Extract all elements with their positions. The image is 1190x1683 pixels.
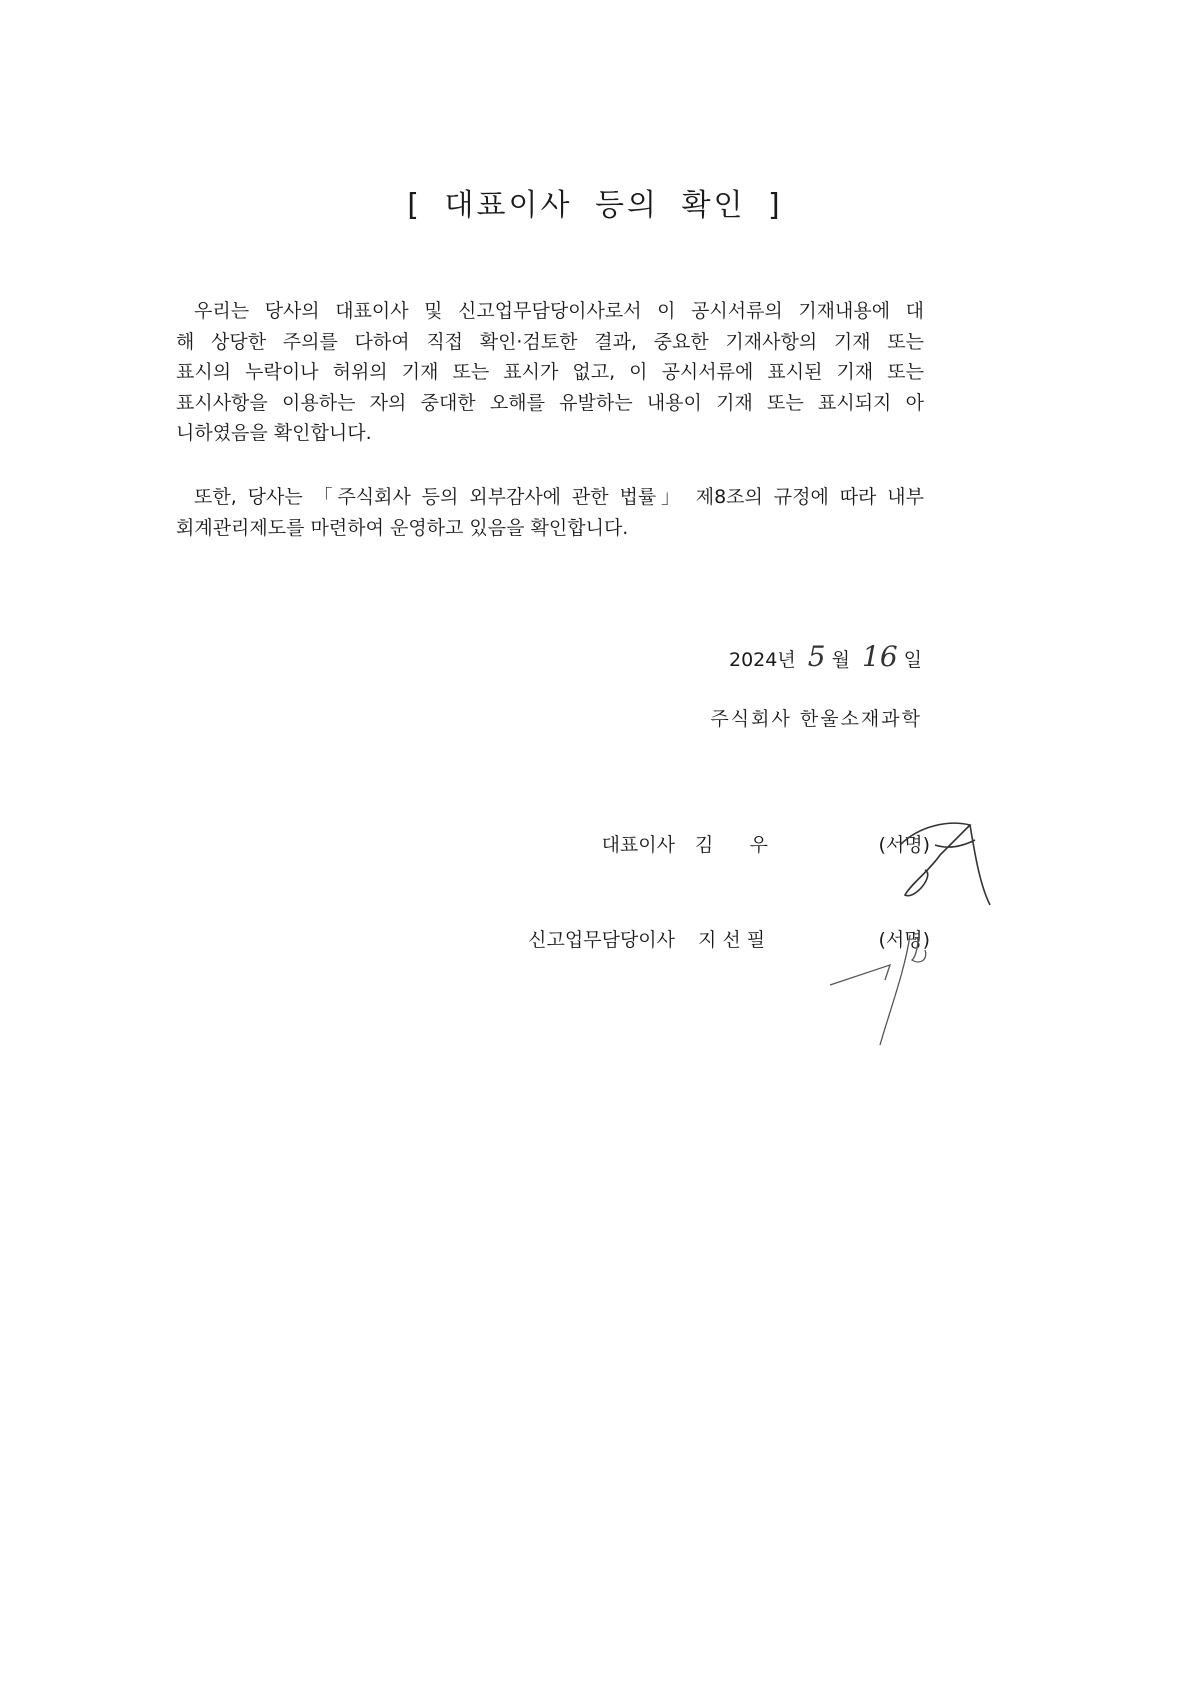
- date-year: 2024년: [729, 649, 796, 671]
- signatory-role: 대표이사: [601, 834, 675, 856]
- date-day-handwritten: 16: [862, 640, 898, 673]
- document-date: [729, 640, 922, 673]
- signature-label: (서명): [878, 834, 930, 856]
- signatory-role: 신고업무담당이사: [528, 929, 675, 951]
- paragraph-line: 우리는 당사의 대표이사 및 신고업무담당이사로서 이 공시서류의 기재내용에 대: [194, 300, 924, 322]
- signature-label: (서명): [878, 929, 930, 951]
- date-month-handwritten: 5: [807, 640, 826, 673]
- signatory-name: 김 우: [695, 834, 768, 856]
- confirmation-paragraph: [176, 296, 924, 449]
- paragraph-line: 회계관리제도를 마련하여 운영하고 있음을 확인합니다.: [176, 516, 629, 539]
- paragraph-line: 표시의 누락이나 허위의 기재 또는 표시가 없고, 이 공시서류에 표시된 기재 또는: [176, 361, 924, 383]
- paragraph-line: 표시사항을 이용하는 자의 중대한 오해를 유발하는 내용이 기재 또는 표시되지 아: [176, 391, 924, 414]
- paragraph-line: 또한, 당사는 「주식회사 등의 외부감사에 관한 법률」 제8조의 규정에 따라 내부: [194, 486, 924, 508]
- company-name: 주식회사 한울소재과학: [710, 708, 922, 730]
- document-title: [ 대표이사 등의 확인 ]: [407, 188, 783, 223]
- paragraph-line: 해 상당한 주의를 다하여 직접 확인·검토한 결과, 중요한 기재사항의 기재 또는: [176, 330, 924, 353]
- signatory-name: 지 선 필: [698, 929, 766, 951]
- date-month-unit: 월: [831, 649, 850, 671]
- internal-control-paragraph: [176, 482, 924, 543]
- paragraph-line: 니하였음을 확인합니다.: [176, 422, 372, 444]
- date-day-unit: 일: [903, 649, 922, 671]
